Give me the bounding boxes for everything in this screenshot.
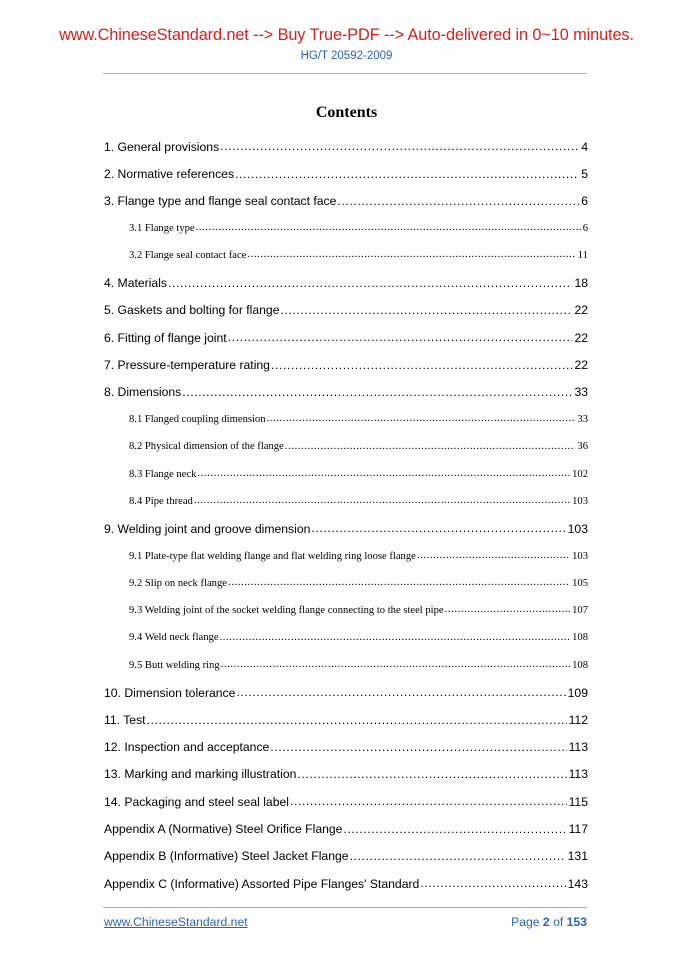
toc-entry-label: 9. Welding joint and groove dimension	[104, 521, 311, 536]
page-label: Page	[511, 915, 540, 929]
toc-dot-leader	[445, 604, 570, 617]
toc-entry-label: 8.4 Pipe thread	[129, 496, 193, 507]
toc-entry-page: 4	[581, 139, 588, 154]
toc-entry[interactable]	[104, 706, 588, 733]
toc-entry-page: 18	[574, 276, 588, 291]
toc-entry-page: 11	[577, 250, 588, 262]
total-pages: 153	[566, 915, 587, 929]
toc-dot-leader	[197, 468, 570, 481]
toc-dot-leader	[228, 330, 573, 345]
toc-dot-leader	[220, 139, 579, 154]
toc-dot-leader	[337, 194, 579, 209]
toc-dot-leader	[270, 740, 566, 755]
toc-entry[interactable]	[104, 843, 588, 870]
toc-entry[interactable]	[104, 242, 588, 269]
toc-entry-label: 9.3 Welding joint of the socket welding flange connecting to the steel pipe	[129, 605, 444, 617]
toc-entry[interactable]	[104, 870, 588, 897]
toc-entry[interactable]	[104, 652, 588, 679]
toc-dot-leader	[194, 495, 570, 508]
toc-entry-label: 3.1 Flange type	[129, 223, 195, 235]
toc-entry-page: 103	[567, 521, 588, 536]
toc-entry-page: 5	[581, 166, 588, 181]
toc-entry-page: 107	[572, 605, 588, 617]
footer-divider	[103, 907, 587, 908]
toc-dot-leader	[290, 794, 567, 809]
toc-entry-label: 3.2 Flange seal contact face	[129, 250, 247, 262]
toc-entry-page: 105	[572, 577, 588, 589]
toc-entry[interactable]	[104, 815, 588, 842]
toc-entry-page: 22	[574, 303, 588, 318]
toc-dot-leader	[235, 167, 579, 182]
toc-entry-label: 9.2 Slip on neck flange	[129, 577, 227, 589]
toc-dot-leader	[182, 385, 572, 400]
toc-entry[interactable]	[104, 324, 588, 351]
toc-dot-leader	[221, 659, 570, 672]
toc-dot-leader	[247, 249, 575, 262]
toc-entry-label: 8.2 Physical dimension of the flange	[129, 441, 284, 453]
toc-dot-leader	[343, 822, 566, 837]
toc-dot-leader	[228, 577, 570, 590]
toc-entry-page: 108	[572, 659, 588, 671]
toc-entry-page: 143	[567, 876, 588, 891]
toc-entry-page: 109	[567, 685, 588, 700]
header-divider	[103, 73, 587, 74]
toc-entry[interactable]	[104, 597, 588, 624]
toc-entry-page: 115	[568, 794, 588, 809]
toc-entry-label: Appendix A (Normative) Steel Orifice Flange	[104, 822, 343, 837]
toc-entry-label: 14. Packaging and steel seal label	[104, 794, 289, 809]
toc-entry[interactable]	[104, 406, 588, 433]
toc-entry-page: 22	[574, 358, 588, 373]
toc-dot-leader	[168, 276, 572, 291]
toc-entry-label: 8.3 Flange neck	[129, 468, 197, 480]
toc-entry[interactable]	[104, 133, 588, 160]
toc-entry[interactable]	[104, 297, 588, 324]
page-title: Contents	[315, 104, 378, 121]
toc-entry[interactable]	[104, 461, 588, 488]
toc-entry[interactable]	[104, 379, 588, 406]
toc-entry[interactable]	[104, 433, 588, 460]
page-of-label: of	[553, 915, 564, 929]
toc-entry-label: Appendix C (Informative) Assorted Pipe Flanges' Standard	[104, 876, 420, 891]
toc-entry-label: 10. Dimension tolerance	[104, 685, 236, 700]
toc-entry-page: 33	[574, 385, 588, 400]
toc-entry[interactable]	[104, 542, 588, 569]
toc-dot-leader	[236, 685, 565, 700]
toc-entry-label: 2. Normative references	[104, 166, 235, 181]
table-of-contents	[104, 133, 588, 897]
toc-entry-page: 102	[572, 468, 588, 480]
toc-entry-page: 108	[572, 632, 588, 644]
toc-entry[interactable]	[104, 515, 588, 542]
current-page: 2	[542, 915, 550, 929]
toc-entry[interactable]	[104, 679, 588, 706]
toc-entry-page: 103	[572, 496, 588, 507]
toc-entry[interactable]	[104, 160, 588, 187]
toc-entry-label: 12. Inspection and acceptance	[104, 740, 270, 755]
toc-entry-label: Appendix B (Informative) Steel Jacket Flange	[104, 849, 349, 864]
toc-dot-leader	[311, 521, 565, 536]
toc-entry-label: 9.1 Plate-type flat welding flange and flat welding ring loose flange	[129, 550, 416, 562]
toc-entry-page: 117	[568, 822, 588, 837]
toc-entry-label: 3. Flange type and flange seal contact face	[104, 194, 337, 209]
toc-entry-page: 22	[574, 330, 588, 345]
toc-dot-leader	[196, 222, 581, 235]
toc-entry-page: 6	[581, 194, 588, 209]
toc-dot-leader	[297, 767, 566, 782]
toc-entry-label: 6. Fitting of flange joint	[104, 330, 227, 345]
toc-dot-leader	[420, 876, 565, 891]
toc-entry-page: 112	[568, 712, 588, 727]
toc-entry[interactable]	[104, 215, 588, 242]
toc-entry-label: 9.5 Butt welding ring	[129, 659, 220, 671]
toc-entry-label: 11. Test	[104, 712, 146, 727]
toc-entry[interactable]	[104, 788, 588, 815]
toc-dot-leader	[285, 441, 576, 454]
toc-entry-label: 4. Materials	[104, 276, 167, 291]
toc-entry-page: 113	[568, 767, 588, 782]
toc-entry[interactable]	[104, 761, 588, 788]
toc-entry-page: 33	[577, 414, 588, 426]
toc-dot-leader	[267, 413, 576, 426]
toc-entry-label: 8.1 Flanged coupling dimension	[129, 414, 266, 426]
toc-entry-page: 103	[572, 550, 588, 562]
toc-entry-page: 131	[567, 849, 588, 864]
toc-entry-page: 6	[582, 223, 588, 235]
toc-entry[interactable]	[104, 269, 588, 296]
toc-entry-label: 1. General provisions	[104, 139, 220, 154]
footer-website-link[interactable]: www.ChineseStandard.net	[104, 915, 248, 929]
toc-entry[interactable]	[104, 734, 588, 761]
toc-entry-label: 9.4 Weld neck flange	[129, 632, 219, 644]
toc-entry-page: 36	[577, 441, 588, 453]
toc-entry-label: 13. Marking and marking illustration	[104, 767, 297, 782]
toc-dot-leader	[350, 849, 566, 864]
toc-dot-leader	[417, 550, 570, 563]
standard-code: HG/T 20592-2009	[300, 50, 393, 62]
toc-entry-label: 7. Pressure-temperature rating	[104, 358, 270, 373]
toc-dot-leader	[220, 632, 571, 645]
promo-banner[interactable]: www.ChineseStandard.net --> Buy True-PDF --> Auto-delivered in 0~10 minutes.	[59, 26, 634, 44]
toc-entry[interactable]	[104, 570, 588, 597]
page-number	[511, 915, 587, 929]
toc-dot-leader	[271, 358, 572, 373]
toc-entry-label: 8. Dimensions	[104, 385, 182, 400]
toc-entry[interactable]	[104, 624, 588, 651]
toc-entry-page: 113	[568, 740, 588, 755]
toc-entry[interactable]	[104, 488, 588, 515]
toc-entry-label: 5. Gaskets and bolting for flange	[104, 303, 280, 318]
toc-entry[interactable]	[104, 351, 588, 378]
toc-dot-leader	[147, 713, 567, 728]
toc-dot-leader	[280, 303, 572, 318]
toc-entry[interactable]	[104, 188, 588, 215]
